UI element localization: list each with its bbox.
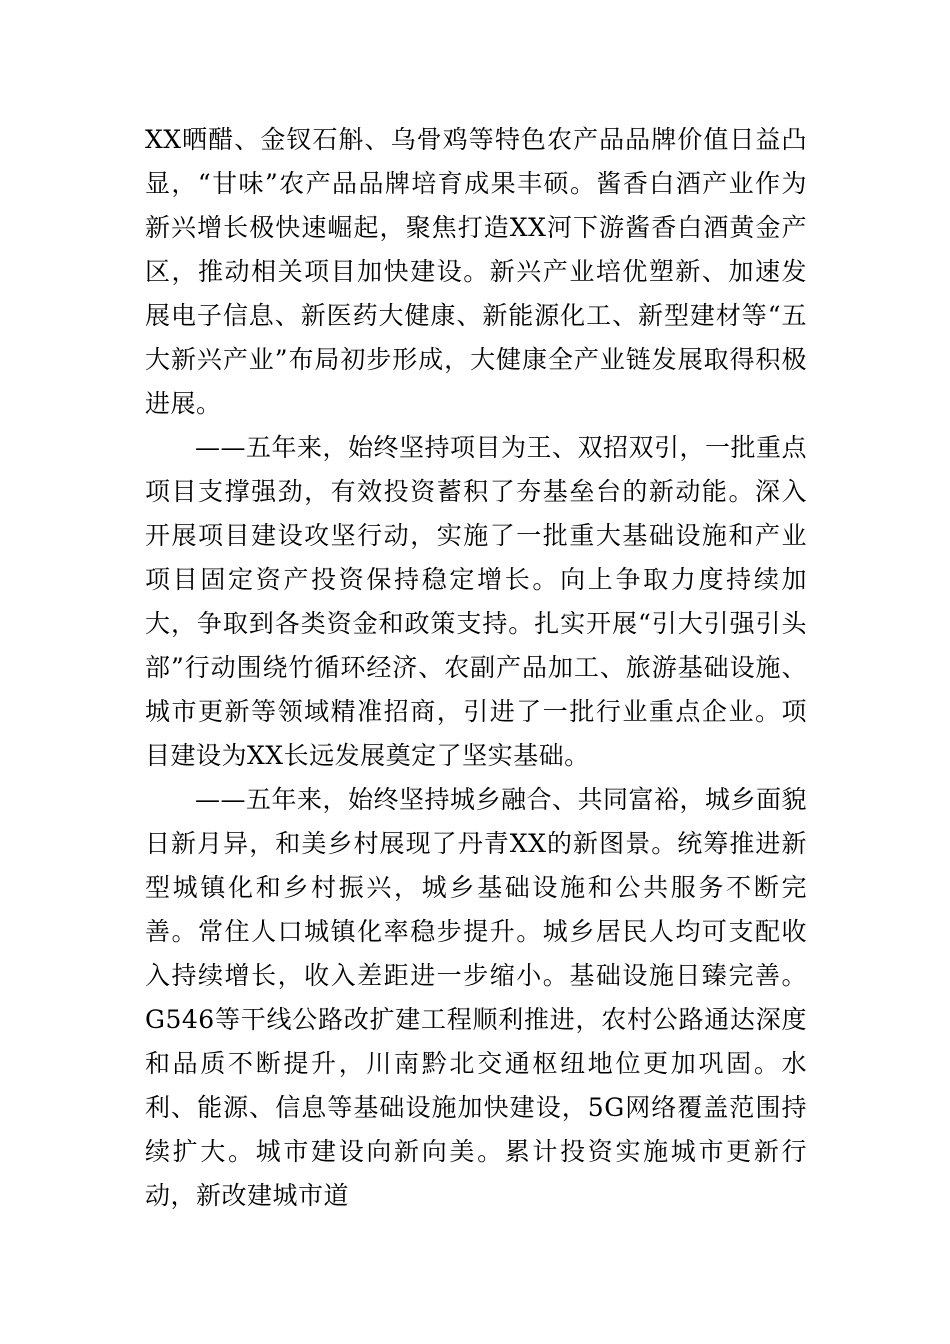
body-text <box>145 118 807 1218</box>
paragraph-continued: XX晒醋、金钗石斛、乌骨鸡等特色农产品品牌价值日益凸显，“甘味”农产品品牌培育成果丰硕。酱香白酒产业作为新兴增长极快速崛起，聚焦打造XX河下游酱香白酒黄金产区，推动相关项目加快建设。新兴产业培优塑新、加速发展电子信息、新医药大健康、新能源化工、新型建材等“五大新兴产业”布局初步形成，大健康全产业链发展取得积极进展。 <box>145 125 807 418</box>
paragraph-urban-rural: ——五年来，始终坚持城乡融合、共同富裕，城乡面貌日新月异，和美乡村展现了丹青XX的新图景。统筹推进新型城镇化和乡村振兴，城乡基础设施和公共服务不断完善。常住人口城镇化率稳步提升。城乡居民人均可支配收入持续增长，收入差距进一步缩小。基础设施日臻完善。G546等干线公路改扩建工程顺利推进，农村公路通达深度和品质不断提升，川南黔北交通枢纽地位更加巩固。水利、能源、信息等基础设施加快建设，5G网络覆盖范围持续扩大。城市建设向新向美。累计投资实施城市更新行动，新改建城市道 <box>145 785 808 1210</box>
paragraph-projects: ——五年来，始终坚持项目为王、双招双引，一批重点项目支撑强劲，有效投资蓄积了夯基垒台的新动能。深入开展项目建设攻坚行动，实施了一批重大基础设施和产业项目固定资产投资保持稳定增长。向上争取力度持续加大，争取到各类资金和政策支持。扎实开展“引大引强引头部”行动围绕竹循环经济、农副产品加工、旅游基础设施、城市更新等领域精准招商，引进了一批行业重点企业。项目建设为XX长远发展奠定了坚实基础。 <box>145 433 808 770</box>
